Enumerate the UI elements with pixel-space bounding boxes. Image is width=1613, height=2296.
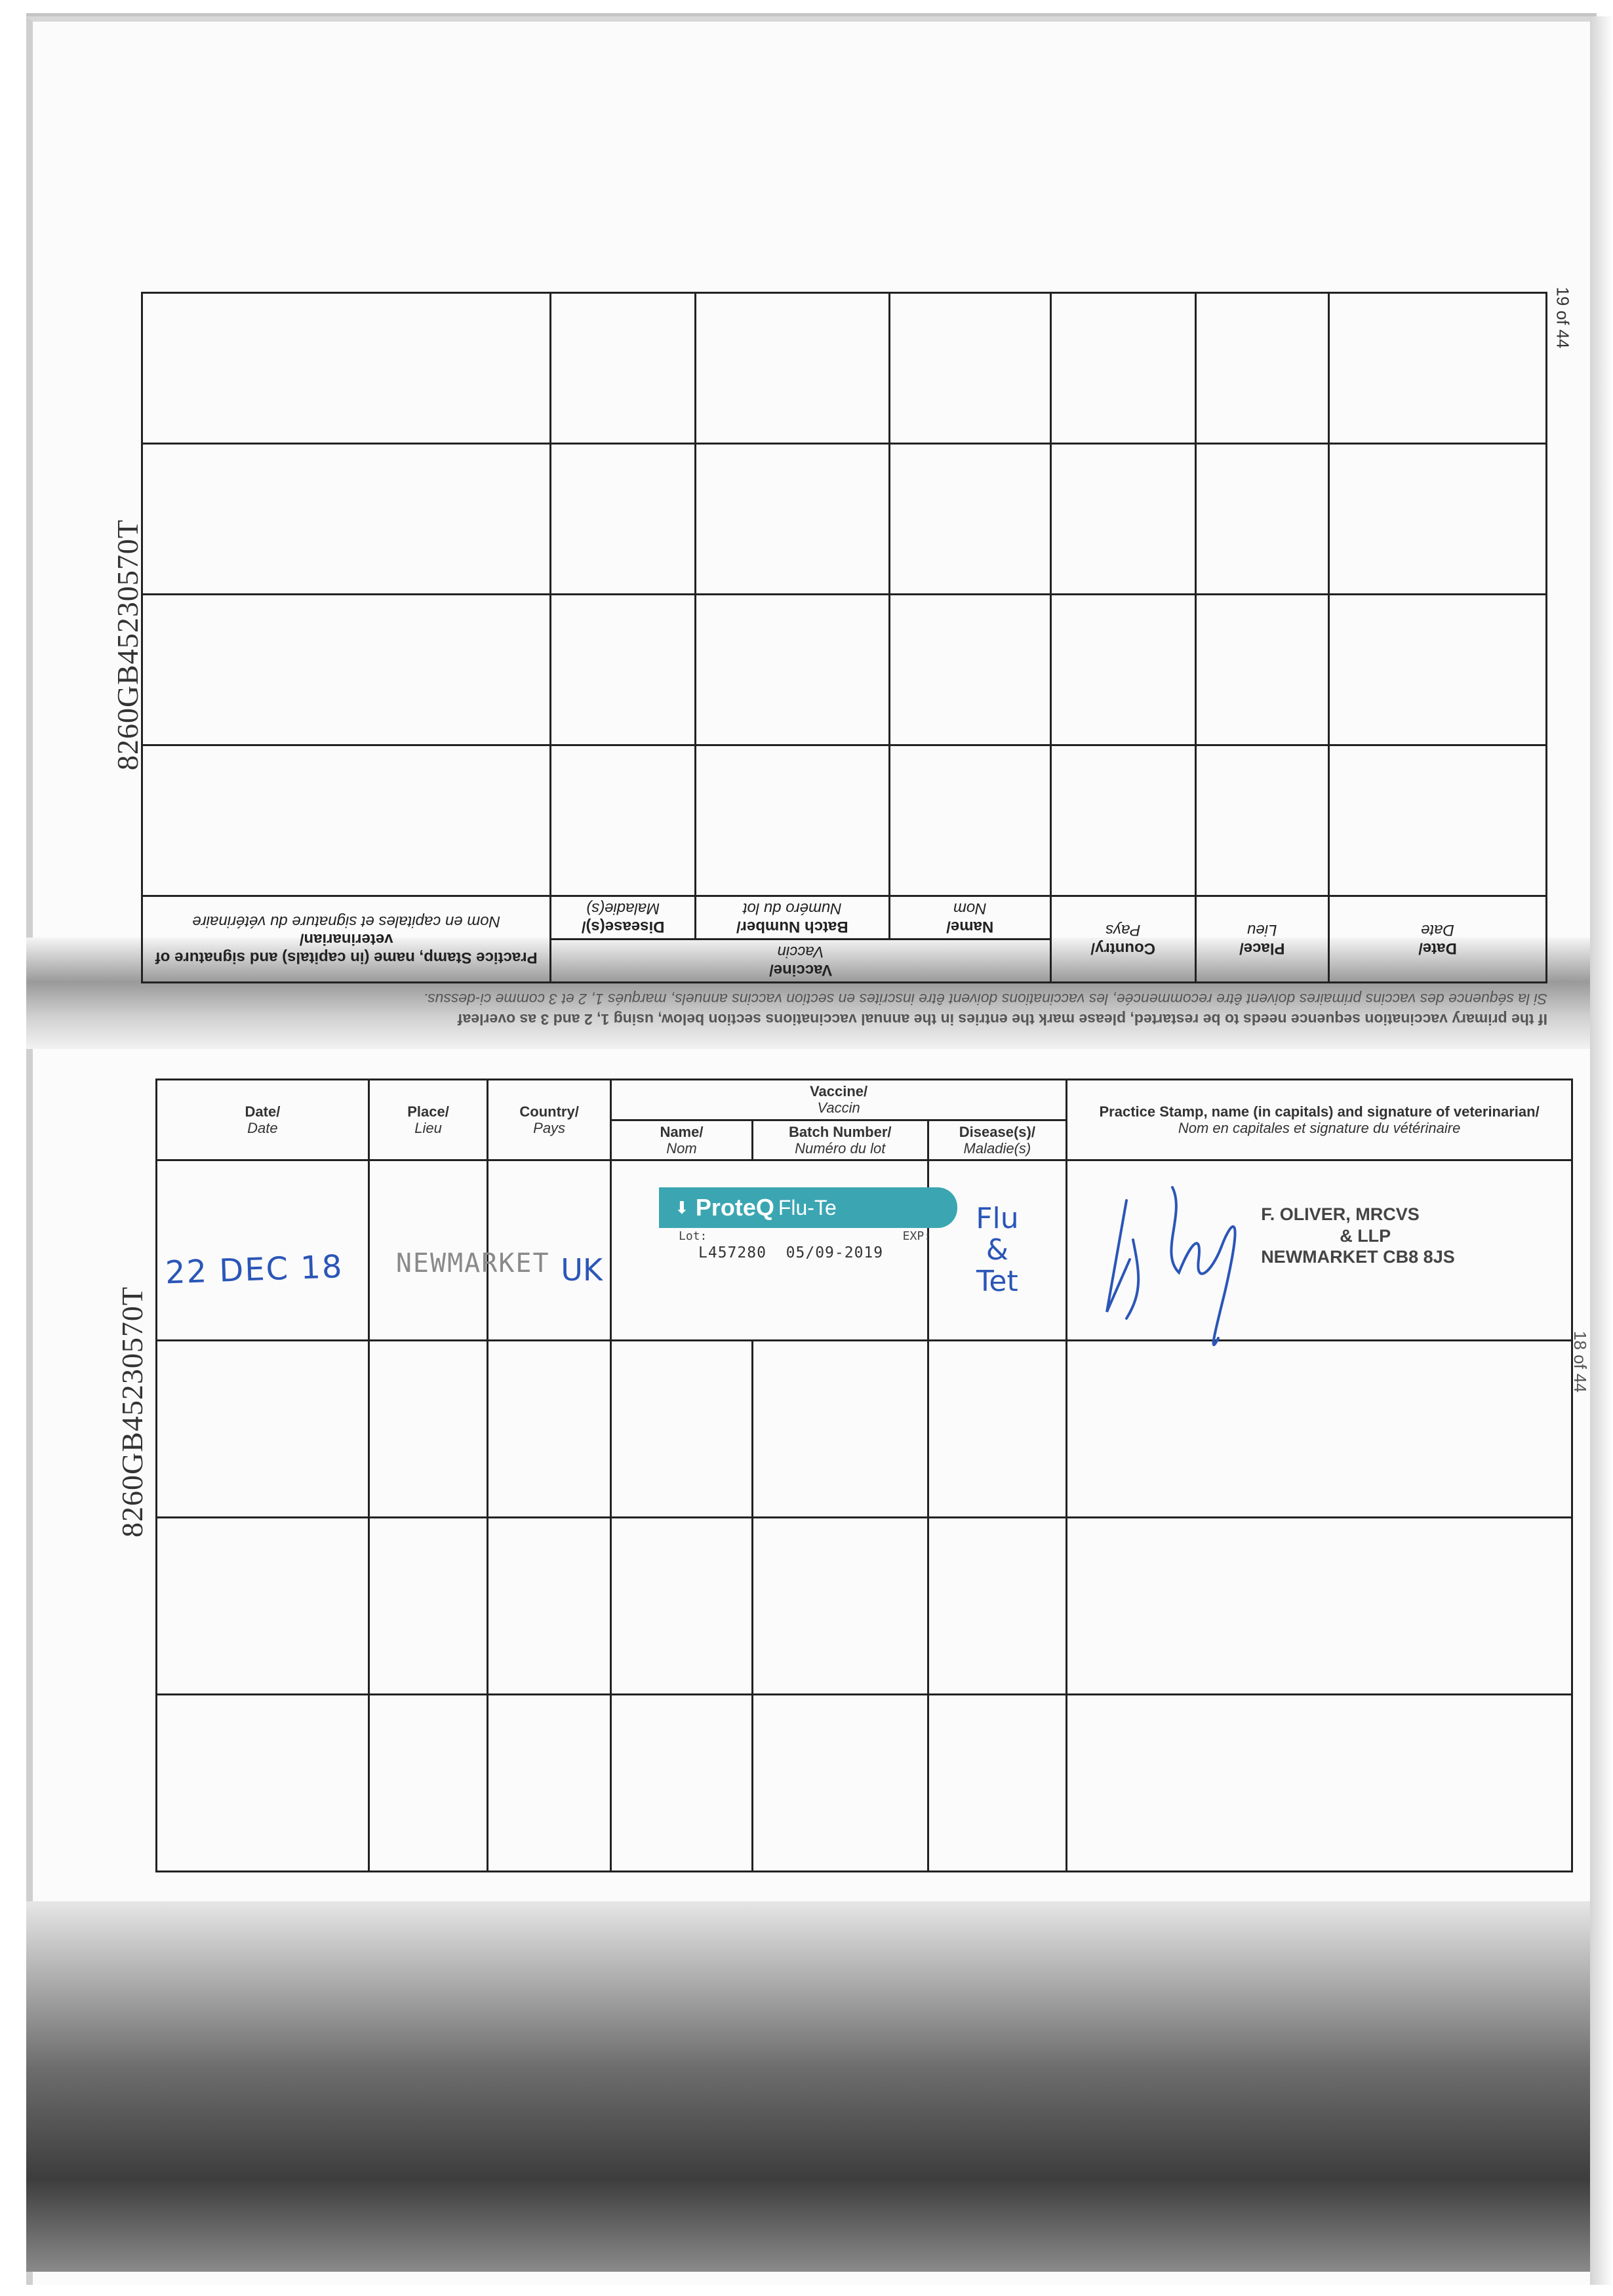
cell-name xyxy=(611,1341,753,1518)
cell-disease xyxy=(928,1341,1067,1518)
cell-country xyxy=(488,1695,611,1872)
header-batch-number: Batch Number/ Numéro du lot xyxy=(695,896,889,939)
instruction-english: If the primary vaccination sequence needs to be restarted, please mark the entries in the annual vaccinations section below, using 1, 2 and 3 as overleaf xyxy=(457,1011,1547,1028)
cell-disease xyxy=(551,443,696,594)
header-practice-stamp: Practice Stamp, name (in capitals) and signature of veterinarian/ Nom en capitales et signature du vétérinaire xyxy=(1067,1080,1572,1160)
header-row-top xyxy=(157,1080,1572,1120)
table-row xyxy=(142,292,1547,443)
cell-name xyxy=(889,443,1050,594)
veterinarian-signature xyxy=(1081,1161,1290,1358)
header-vaccine: Vaccine/ Vaccin xyxy=(611,1080,1067,1120)
cell-stamp xyxy=(1067,1518,1572,1695)
cell-stamp xyxy=(1067,1695,1572,1872)
sticker-values xyxy=(659,1244,957,1261)
cell-date xyxy=(1329,745,1547,896)
header-date: Date/ Date xyxy=(157,1080,369,1160)
page-number-upper: 19 of 44 xyxy=(1553,287,1573,349)
cell-place xyxy=(368,1341,487,1518)
header-vaccine-name: Name/ Nom xyxy=(889,896,1050,939)
cell-country xyxy=(1050,594,1195,745)
cell-place xyxy=(368,1695,487,1872)
cell-batch xyxy=(752,1341,928,1518)
header-practice-stamp: Practice Stamp, name (in capitals) and signature of veterinarian/ Nom en capitales et signature du vétérinaire xyxy=(142,896,551,982)
sticker-lot-label: Lot: xyxy=(679,1229,707,1244)
cell-date xyxy=(157,1695,369,1872)
header-batch-number: Batch Number/ Numéro du lot xyxy=(752,1120,928,1160)
sticker-exp-value: 05/09-2019 xyxy=(786,1244,884,1262)
cell-date xyxy=(1329,443,1547,594)
cell-date xyxy=(1329,594,1547,745)
cell-batch xyxy=(695,292,889,443)
cell-name xyxy=(889,745,1050,896)
cell-stamp xyxy=(142,745,551,896)
cell-date xyxy=(157,1160,369,1341)
upper-page xyxy=(141,138,1573,1028)
cell-place xyxy=(368,1518,487,1695)
cell-disease xyxy=(928,1695,1067,1872)
restart-instruction xyxy=(141,989,1547,1029)
header-diseases: Disease(s)/ Maladie(s) xyxy=(928,1120,1067,1160)
header-country: Country/ Pays xyxy=(1050,896,1195,982)
cell-stamp xyxy=(1067,1341,1572,1518)
passport-number-upper: 8260GB45230570T xyxy=(111,519,144,770)
cell-name xyxy=(611,1695,753,1872)
instruction-french: Si la séquence des vaccins primaires doivent être recommencée, les vaccinations doivent être inscrites en section vaccins annuels, marqués 1, 2 et 3 comme ci-dessus. xyxy=(423,990,1547,1008)
vaccination-table-upper xyxy=(141,292,1547,983)
cell-vaccine-sticker xyxy=(611,1160,932,1341)
header-place: Place/ Lieu xyxy=(1195,896,1328,982)
practice-stamp xyxy=(1261,1204,1455,1267)
cell-date xyxy=(157,1518,369,1695)
header-vaccine-name: Name/ Nom xyxy=(611,1120,753,1160)
cell-country xyxy=(488,1160,611,1341)
sticker-exp-label: EXP: xyxy=(902,1229,932,1244)
sticker-labels xyxy=(659,1228,957,1243)
page-number-lower: 18 of 44 xyxy=(1570,1331,1590,1393)
disease-line: Tet xyxy=(976,1265,1018,1299)
cell-country xyxy=(1050,292,1195,443)
cell-country xyxy=(1050,745,1195,896)
cell-disease xyxy=(551,745,696,896)
cell-disease xyxy=(928,1160,1067,1341)
cell-batch xyxy=(695,745,889,896)
header-row-top xyxy=(142,939,1547,982)
sticker-product: Flu-Te xyxy=(778,1195,837,1219)
vaccination-entry-row xyxy=(157,1160,1572,1341)
cell-place xyxy=(1195,594,1328,745)
handwritten-date: 22 DEC 18 xyxy=(165,1248,344,1292)
cell-disease xyxy=(551,292,696,443)
passport-number-lower: 8260GB45230570T xyxy=(115,1286,149,1537)
cell-stamp xyxy=(1067,1160,1572,1341)
stamp-line: NEWMARKET CB8 8JS xyxy=(1261,1246,1455,1267)
table-row xyxy=(157,1695,1572,1872)
header-vaccine: Vaccine/ Vaccin xyxy=(551,939,1051,982)
header-place: Place/ Lieu xyxy=(368,1080,487,1160)
header-date: Date/ Date xyxy=(1329,896,1547,982)
table-row xyxy=(157,1518,1572,1695)
cell-batch xyxy=(752,1518,928,1695)
stamp-line: F. OLIVER, MRCVS xyxy=(1261,1204,1420,1225)
vaccine-sticker xyxy=(659,1187,957,1273)
cell-name xyxy=(611,1518,753,1695)
cell-name xyxy=(889,594,1050,745)
handwritten-diseases xyxy=(929,1203,1066,1298)
header-diseases: Disease(s)/ Maladie(s) xyxy=(551,896,696,939)
cell-country xyxy=(1050,443,1195,594)
cell-country xyxy=(488,1518,611,1695)
cell-place xyxy=(1195,443,1328,594)
disease-line: & xyxy=(986,1233,1009,1267)
download-arrow-icon: ⬇ xyxy=(675,1197,689,1217)
cell-batch xyxy=(695,443,889,594)
vaccination-table-lower xyxy=(155,1079,1573,1872)
table-row xyxy=(142,594,1547,745)
cell-name xyxy=(889,292,1050,443)
disease-line: Flu xyxy=(976,1201,1019,1235)
bottom-shadow xyxy=(26,1901,1597,2272)
place-stamp: NEWMARKET xyxy=(395,1248,550,1279)
cell-stamp xyxy=(142,443,551,594)
cell-stamp xyxy=(142,594,551,745)
cell-place xyxy=(1195,292,1328,443)
table-row xyxy=(157,1341,1572,1518)
table-row xyxy=(142,443,1547,594)
cell-stamp xyxy=(142,292,551,443)
table-row xyxy=(142,745,1547,896)
cell-disease xyxy=(551,594,696,745)
sticker-lot-value: L457280 xyxy=(698,1244,767,1262)
cell-date xyxy=(1329,292,1547,443)
cell-place xyxy=(368,1160,550,1341)
stamp-line: & LLP xyxy=(1340,1225,1391,1246)
page-right-edge xyxy=(1590,16,1613,2285)
cell-batch xyxy=(752,1695,928,1872)
cell-disease xyxy=(928,1518,1067,1695)
cell-date xyxy=(157,1341,369,1518)
cell-place xyxy=(1195,745,1328,896)
sticker-header xyxy=(659,1187,957,1228)
lower-page xyxy=(155,1079,1573,1869)
handwritten-country: UK xyxy=(561,1252,603,1288)
header-country: Country/ Pays xyxy=(488,1080,611,1160)
cell-country xyxy=(488,1341,611,1518)
sticker-brand: ProteQ xyxy=(695,1194,774,1221)
cell-batch xyxy=(695,594,889,745)
